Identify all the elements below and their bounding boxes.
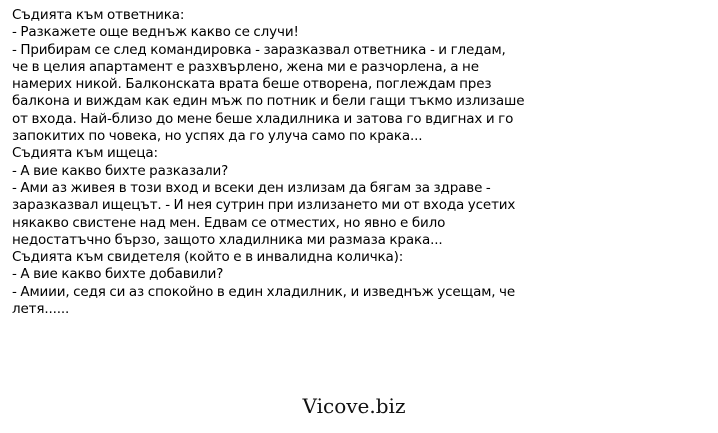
text-line: запокитих по човека, но успях да го улуча само по крака...	[12, 128, 423, 145]
joke-text	[12, 7, 712, 318]
text-line: недостатъчно бързо, защото хладилника ми размаза крака...	[12, 231, 443, 248]
text-line: заразказвал ищецът. - И нея сутрин при излизането ми от входа усетих	[12, 197, 516, 214]
text-line: - Разкажете още веднъж какво се случи!	[12, 24, 299, 41]
text-line: намерих никой. Балконската врата беше отворена, поглеждам през	[12, 76, 492, 93]
text-line: - А вие какво бихте разказали?	[12, 162, 229, 179]
site-watermark: Vicove.biz	[302, 394, 406, 418]
text-line: - А вие какво бихте добавили?	[12, 266, 224, 283]
text-line: някакво свистене над мен. Едвам се отместих, но явно е било	[12, 214, 446, 231]
text-line: че в целия апартамент е разхвърлено, жена ми е разчорлена, а не	[12, 58, 479, 75]
text-line: Съдията към ищеца:	[12, 145, 158, 162]
text-line: - Ами аз живея в този вход и всеки ден излизам да бягам за здраве -	[12, 179, 491, 196]
text-line: Съдията към свидетеля (който е в инвалидна количка):	[12, 249, 404, 266]
text-line: - Прибирам се след командировка - заразказвал ответника - и гледам,	[12, 41, 506, 58]
text-line: от входа. Най-близо до мене беше хладилника и затова го вдигнах и го	[12, 110, 514, 127]
text-line: - Амиии, седя си аз спокойно в един хладилник, и изведнъж усещам, че	[12, 283, 515, 300]
text-line: Съдията към ответника:	[12, 7, 185, 23]
text-line: летя......	[12, 301, 70, 318]
text-line: балкона и виждам как един мъж по потник и бели гащи тъкмо излизаше	[12, 93, 525, 110]
